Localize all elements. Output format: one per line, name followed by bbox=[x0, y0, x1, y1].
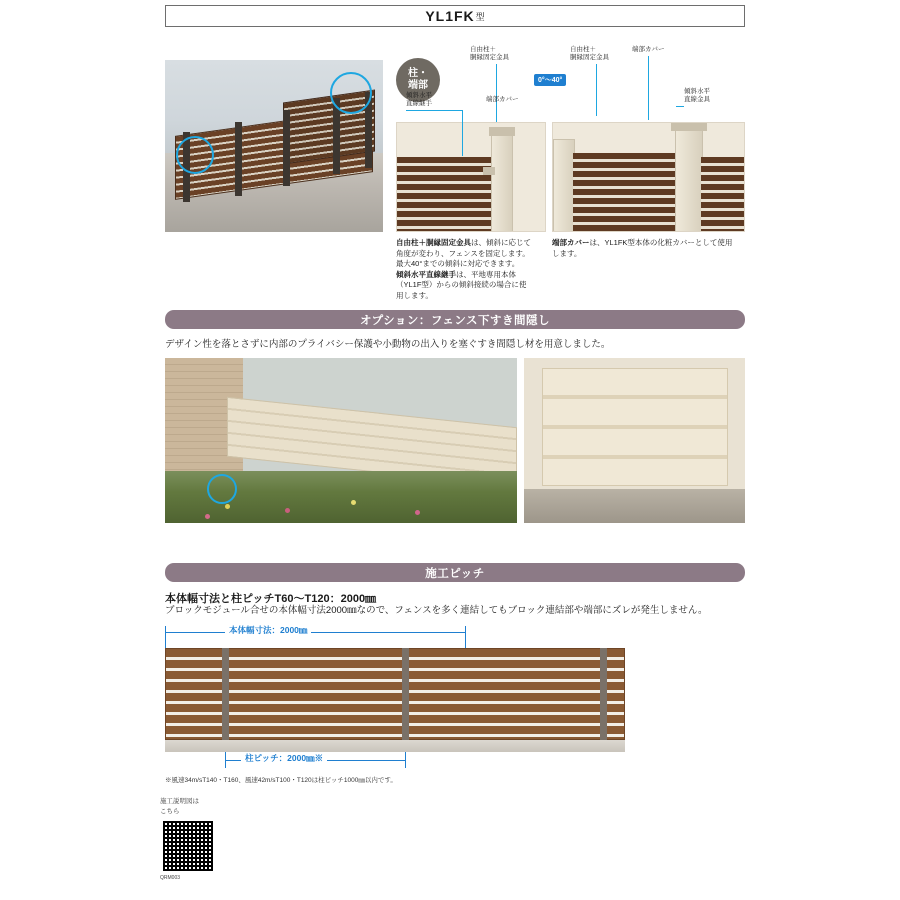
dimension-bottom bbox=[165, 752, 405, 768]
leader-line-a2 bbox=[406, 110, 462, 111]
photo-flower-5 bbox=[415, 510, 420, 515]
section-post-end bbox=[0, 30, 900, 300]
note-left-line6: 用します。 bbox=[396, 290, 433, 300]
section-bar-pitch: 施工ピッチ bbox=[165, 563, 745, 582]
highlight-circle-lower bbox=[176, 136, 214, 174]
photo-detail-left bbox=[396, 122, 546, 232]
qr-label-line-1: 施工説明図は bbox=[160, 798, 199, 805]
label-slope-level-a bbox=[406, 92, 432, 108]
dimension-top bbox=[165, 624, 625, 640]
photo-flower-4 bbox=[351, 500, 356, 505]
label-text-6: 自由柱＋ bbox=[570, 46, 596, 53]
dimension-bottom-label: 柱ピッチ：2000㎜※ bbox=[241, 752, 327, 764]
page-title-suffix: 型 bbox=[475, 11, 485, 22]
photo-option-closeup bbox=[524, 358, 745, 523]
label-free-post-fixing-b bbox=[570, 46, 609, 62]
qr-code-icon[interactable] bbox=[160, 818, 216, 874]
note-left-text2: は、平地専用本体 bbox=[456, 269, 516, 279]
note-left-line1 bbox=[396, 238, 546, 249]
note-right-line2: します。 bbox=[552, 248, 582, 258]
note-left-bold1: 自由柱＋胴縁固定金具 bbox=[396, 238, 471, 247]
photo-flower-3 bbox=[285, 508, 290, 513]
note-left-line5: （YL1F型）からの傾斜接続の場合に使 bbox=[396, 280, 527, 289]
note-left-text1: は、傾斜に応じて bbox=[471, 238, 531, 247]
note-right-bold1: 端部カバー bbox=[552, 238, 590, 247]
highlight-circle-option bbox=[207, 474, 237, 504]
fence-elevation bbox=[165, 648, 625, 740]
pitch-heading: 本体幅寸法と柱ピッチT60〜T120：2000㎜ bbox=[165, 593, 377, 605]
badge-line-2: 端部 bbox=[408, 80, 428, 91]
note-left-line3: 最大40°までの傾斜に対応できます。 bbox=[396, 259, 520, 268]
dimension-bottom-cap-left bbox=[225, 754, 226, 767]
note-right-text1: は、YL1FK型本体の化粧カバーとして使用 bbox=[589, 238, 733, 247]
label-text-1: 自由柱＋ bbox=[470, 46, 496, 53]
note-left bbox=[396, 238, 546, 301]
note-right bbox=[552, 238, 748, 259]
dimension-bottom-cap-right bbox=[405, 754, 406, 767]
angle-range-badge: 0°〜40° bbox=[534, 74, 566, 86]
note-left-line4 bbox=[396, 270, 546, 281]
elevation-post-2 bbox=[402, 648, 409, 748]
label-slope-level-b bbox=[684, 88, 710, 104]
detail-post-b1 bbox=[553, 139, 575, 232]
leader-line-b1 bbox=[596, 64, 597, 116]
photo-post-2 bbox=[235, 122, 242, 196]
detail-cap-a bbox=[489, 127, 515, 136]
qr-block[interactable] bbox=[160, 798, 280, 881]
label-text-2: 胴縁固定金具 bbox=[470, 54, 509, 61]
pitch-footnote: ※風速34m/sT140・T160、風速42m/sT100・T120は柱ピッチ1000㎜以内です。 bbox=[165, 777, 397, 784]
label-text-10: 直線金具 bbox=[684, 96, 710, 103]
photo-flower-2 bbox=[225, 504, 230, 509]
leader-line-b2 bbox=[648, 56, 649, 120]
dimension-top-line bbox=[165, 632, 465, 633]
label-text-4: 直線継手 bbox=[406, 100, 432, 107]
photo-flower-1 bbox=[205, 514, 210, 519]
highlight-circle-upper bbox=[330, 72, 372, 114]
label-free-post-fixing-a bbox=[470, 46, 509, 62]
label-text-8: 端部カバー bbox=[632, 46, 665, 53]
label-end-cover-a bbox=[486, 96, 519, 104]
detail-slats-a bbox=[397, 157, 493, 232]
note-right-line1 bbox=[552, 238, 748, 249]
label-text-9: 傾斜水平 bbox=[684, 88, 710, 95]
option-description: デザイン性を落とさずに内部のプライバシー保護や小動物の出入りを塞ぐすき間隠し材を用意しました。 bbox=[165, 339, 611, 350]
qr-caption: QRM003 bbox=[160, 875, 181, 881]
dimension-top-label: 本体幅寸法：2000㎜ bbox=[225, 624, 311, 636]
detail-bracket-a bbox=[483, 167, 495, 175]
detail-post-a bbox=[491, 135, 513, 232]
photo-post-3 bbox=[283, 110, 290, 186]
label-text-5: 端部カバー bbox=[486, 96, 519, 103]
note-left-bold2: 傾斜水平直線継手 bbox=[396, 269, 456, 279]
elevation-ground bbox=[165, 740, 625, 752]
label-text-3: 傾斜水平 bbox=[406, 92, 432, 99]
detail-slats-b2 bbox=[701, 157, 745, 232]
photo-option-panel bbox=[542, 368, 728, 486]
badge-line-1: 柱・ bbox=[408, 68, 428, 79]
label-text-7: 胴縁固定金具 bbox=[570, 54, 609, 61]
page-title bbox=[165, 5, 745, 27]
photo-option-scene bbox=[165, 358, 517, 523]
page-title-text: YL1FK bbox=[425, 8, 475, 24]
leader-line-b3 bbox=[676, 106, 684, 107]
detail-cap-b bbox=[671, 123, 707, 131]
detail-slats-b bbox=[573, 153, 677, 232]
leader-line-a1 bbox=[496, 64, 497, 122]
section-bar-option: オプション：フェンス下すき間隠し bbox=[165, 310, 745, 329]
note-left-line2: 角度が変わり、フェンスを固定します。 bbox=[396, 248, 530, 258]
photo-option-ground bbox=[524, 489, 745, 523]
qr-label-line-2: こちら bbox=[160, 808, 180, 815]
elevation-post-1 bbox=[222, 648, 229, 748]
elevation-post-3 bbox=[600, 648, 607, 748]
label-end-cover-b bbox=[632, 46, 665, 54]
photo-detail-right bbox=[552, 122, 745, 232]
leader-line-a3 bbox=[462, 110, 463, 156]
pitch-description: ブロックモジュール合せの本体幅寸法2000㎜なので、フェンスを多く連結してもブロック連結部や端部にズレが発生しません。 bbox=[165, 605, 708, 616]
detail-post-b2 bbox=[675, 125, 703, 232]
